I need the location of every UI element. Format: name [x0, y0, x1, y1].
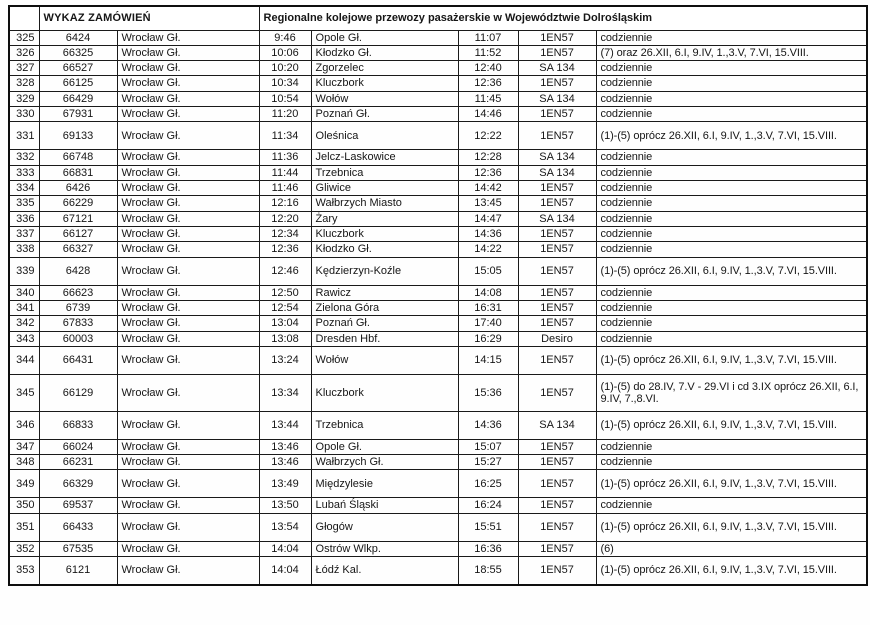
- cell-departure: 9:46: [259, 30, 311, 45]
- cell-operating_days: codziennie: [596, 211, 867, 226]
- cell-train_type: SA 134: [518, 61, 596, 76]
- cell-destination: Wołów: [311, 91, 458, 106]
- cell-operating_days: codziennie: [596, 91, 867, 106]
- cell-train_type: 1EN57: [518, 107, 596, 122]
- cell-no: 346: [9, 411, 39, 439]
- cell-train_number: 69537: [39, 498, 117, 513]
- table-body: [9, 30, 867, 585]
- cell-train_number: 6121: [39, 557, 117, 585]
- table-row: [9, 91, 867, 106]
- cell-train_type: Desiro: [518, 331, 596, 346]
- table-row: [9, 107, 867, 122]
- cell-departure: 12:16: [259, 196, 311, 211]
- cell-train_type: 1EN57: [518, 122, 596, 150]
- cell-origin: Wrocław Gł.: [117, 498, 259, 513]
- table-row: [9, 196, 867, 211]
- cell-operating_days: codziennie: [596, 181, 867, 196]
- cell-arrival: 12:28: [458, 150, 518, 165]
- cell-train_number: 66229: [39, 196, 117, 211]
- table-row: [9, 226, 867, 241]
- cell-origin: Wrocław Gł.: [117, 331, 259, 346]
- cell-origin: Wrocław Gł.: [117, 45, 259, 60]
- cell-train_number: 66327: [39, 242, 117, 257]
- table-row: [9, 513, 867, 541]
- cell-train_type: SA 134: [518, 165, 596, 180]
- cell-departure: 14:04: [259, 541, 311, 556]
- cell-train_number: 66024: [39, 439, 117, 454]
- cell-no: 331: [9, 122, 39, 150]
- cell-origin: Wrocław Gł.: [117, 226, 259, 241]
- cell-train_type: 1EN57: [518, 439, 596, 454]
- table-row: [9, 455, 867, 470]
- cell-operating_days: (1)-(5) do 28.IV, 7.V - 29.VI i cd 3.IX oprócz 26.XII, 6.I, 9.IV, 7.,8.VI.: [596, 374, 867, 411]
- cell-departure: 10:20: [259, 61, 311, 76]
- cell-arrival: 15:51: [458, 513, 518, 541]
- cell-departure: 12:46: [259, 257, 311, 285]
- page-title: Regionalne kolejowe przewozy pasażerskie w Województwie Dolrośląskim: [259, 6, 867, 30]
- cell-destination: Kłodzko Gł.: [311, 45, 458, 60]
- table-row: [9, 257, 867, 285]
- cell-train_type: 1EN57: [518, 541, 596, 556]
- cell-train_number: 66429: [39, 91, 117, 106]
- cell-departure: 10:34: [259, 76, 311, 91]
- table-row: [9, 150, 867, 165]
- cell-operating_days: codziennie: [596, 30, 867, 45]
- table-row: [9, 300, 867, 315]
- cell-destination: Łódź Kal.: [311, 557, 458, 585]
- cell-train_type: 1EN57: [518, 557, 596, 585]
- cell-arrival: 13:45: [458, 196, 518, 211]
- cell-no: 350: [9, 498, 39, 513]
- cell-destination: Dresden Hbf.: [311, 331, 458, 346]
- cell-operating_days: (1)-(5) oprócz 26.XII, 6.I, 9.IV, 1.,3.V, 7.VI, 15.VIII.: [596, 257, 867, 285]
- cell-destination: Żary: [311, 211, 458, 226]
- cell-arrival: 15:36: [458, 374, 518, 411]
- cell-arrival: 16:24: [458, 498, 518, 513]
- cell-no: 347: [9, 439, 39, 454]
- table-row: [9, 541, 867, 556]
- cell-destination: Zgorzelec: [311, 61, 458, 76]
- cell-destination: Opole Gł.: [311, 30, 458, 45]
- cell-arrival: 12:36: [458, 76, 518, 91]
- cell-no: 327: [9, 61, 39, 76]
- cell-departure: 10:54: [259, 91, 311, 106]
- cell-operating_days: codziennie: [596, 331, 867, 346]
- cell-train_number: 6424: [39, 30, 117, 45]
- cell-departure: 12:34: [259, 226, 311, 241]
- cell-train_type: 1EN57: [518, 300, 596, 315]
- cell-destination: Wałbrzych Gł.: [311, 455, 458, 470]
- cell-destination: Lubań Śląski: [311, 498, 458, 513]
- cell-origin: Wrocław Gł.: [117, 107, 259, 122]
- cell-no: 330: [9, 107, 39, 122]
- table-row: [9, 76, 867, 91]
- cell-departure: 11:34: [259, 122, 311, 150]
- cell-operating_days: (1)-(5) oprócz 26.XII, 6.I, 9.IV, 1.,3.V, 7.VI, 15.VIII.: [596, 470, 867, 498]
- cell-train_type: 1EN57: [518, 374, 596, 411]
- cell-destination: Międzylesie: [311, 470, 458, 498]
- cell-operating_days: codziennie: [596, 439, 867, 454]
- cell-train_number: 69133: [39, 122, 117, 150]
- table-row: [9, 331, 867, 346]
- cell-arrival: 14:42: [458, 181, 518, 196]
- table-row: [9, 374, 867, 411]
- cell-no: 332: [9, 150, 39, 165]
- cell-train_type: 1EN57: [518, 316, 596, 331]
- cell-train_type: 1EN57: [518, 346, 596, 374]
- cell-origin: Wrocław Gł.: [117, 470, 259, 498]
- cell-no: 334: [9, 181, 39, 196]
- cell-operating_days: (6): [596, 541, 867, 556]
- cell-arrival: 14:15: [458, 346, 518, 374]
- table-row: [9, 470, 867, 498]
- cell-arrival: 14:36: [458, 226, 518, 241]
- cell-origin: Wrocław Gł.: [117, 211, 259, 226]
- cell-arrival: 12:40: [458, 61, 518, 76]
- cell-arrival: 11:52: [458, 45, 518, 60]
- cell-arrival: 11:07: [458, 30, 518, 45]
- cell-train_type: 1EN57: [518, 470, 596, 498]
- cell-origin: Wrocław Gł.: [117, 346, 259, 374]
- cell-operating_days: codziennie: [596, 150, 867, 165]
- cell-operating_days: codziennie: [596, 196, 867, 211]
- cell-operating_days: (1)-(5) oprócz 26.XII, 6.I, 9.IV, 1.,3.V, 7.VI, 15.VIII.: [596, 513, 867, 541]
- cell-departure: 11:46: [259, 181, 311, 196]
- cell-no: 329: [9, 91, 39, 106]
- cell-train_number: 66831: [39, 165, 117, 180]
- cell-destination: Kłodzko Gł.: [311, 242, 458, 257]
- cell-train_number: 66833: [39, 411, 117, 439]
- cell-origin: Wrocław Gł.: [117, 513, 259, 541]
- cell-train_type: 1EN57: [518, 226, 596, 241]
- cell-no: 326: [9, 45, 39, 60]
- cell-operating_days: codziennie: [596, 165, 867, 180]
- cell-origin: Wrocław Gł.: [117, 300, 259, 315]
- cell-origin: Wrocław Gł.: [117, 557, 259, 585]
- cell-departure: 13:46: [259, 439, 311, 454]
- cell-destination: Poznań Gł.: [311, 107, 458, 122]
- cell-operating_days: (1)-(5) oprócz 26.XII, 6.I, 9.IV, 1.,3.V, 7.VI, 15.VIII.: [596, 346, 867, 374]
- cell-operating_days: (7) oraz 26.XII, 6.I, 9.IV, 1.,3.V, 7.VI, 15.VIII.: [596, 45, 867, 60]
- cell-origin: Wrocław Gł.: [117, 165, 259, 180]
- cell-train_type: SA 134: [518, 150, 596, 165]
- cell-arrival: 15:05: [458, 257, 518, 285]
- cell-operating_days: codziennie: [596, 226, 867, 241]
- cell-train_number: 67931: [39, 107, 117, 122]
- table-row: [9, 122, 867, 150]
- cell-departure: 13:34: [259, 374, 311, 411]
- cell-operating_days: codziennie: [596, 455, 867, 470]
- cell-destination: Poznań Gł.: [311, 316, 458, 331]
- cell-train_type: 1EN57: [518, 257, 596, 285]
- cell-destination: Trzebnica: [311, 165, 458, 180]
- cell-operating_days: (1)-(5) oprócz 26.XII, 6.I, 9.IV, 1.,3.V, 7.VI, 15.VIII.: [596, 557, 867, 585]
- cell-destination: Opole Gł.: [311, 439, 458, 454]
- cell-no: 338: [9, 242, 39, 257]
- cell-arrival: 16:31: [458, 300, 518, 315]
- cell-arrival: 15:27: [458, 455, 518, 470]
- order-list-title: WYKAZ ZAMÓWIEŃ: [39, 6, 259, 30]
- cell-origin: Wrocław Gł.: [117, 30, 259, 45]
- cell-operating_days: codziennie: [596, 316, 867, 331]
- cell-destination: Kluczbork: [311, 226, 458, 241]
- cell-departure: 13:50: [259, 498, 311, 513]
- table-row: [9, 30, 867, 45]
- cell-departure: 13:46: [259, 455, 311, 470]
- cell-train_number: 66748: [39, 150, 117, 165]
- cell-no: 353: [9, 557, 39, 585]
- table-row: [9, 346, 867, 374]
- cell-destination: Kędzierzyn-Koźle: [311, 257, 458, 285]
- cell-train_number: 66127: [39, 226, 117, 241]
- cell-destination: Wołów: [311, 346, 458, 374]
- cell-origin: Wrocław Gł.: [117, 150, 259, 165]
- cell-arrival: 16:29: [458, 331, 518, 346]
- cell-destination: Jelcz-Laskowice: [311, 150, 458, 165]
- table-row: [9, 165, 867, 180]
- cell-no: 343: [9, 331, 39, 346]
- cell-departure: 12:20: [259, 211, 311, 226]
- cell-origin: Wrocław Gł.: [117, 374, 259, 411]
- cell-operating_days: codziennie: [596, 61, 867, 76]
- cell-train_type: 1EN57: [518, 498, 596, 513]
- cell-arrival: 16:36: [458, 541, 518, 556]
- cell-arrival: 15:07: [458, 439, 518, 454]
- cell-arrival: 16:25: [458, 470, 518, 498]
- cell-origin: Wrocław Gł.: [117, 316, 259, 331]
- table-row: [9, 557, 867, 585]
- cell-departure: 13:49: [259, 470, 311, 498]
- table-row: [9, 285, 867, 300]
- cell-operating_days: codziennie: [596, 242, 867, 257]
- cell-origin: Wrocław Gł.: [117, 122, 259, 150]
- cell-no: 342: [9, 316, 39, 331]
- cell-train_number: 6426: [39, 181, 117, 196]
- cell-train_number: 66527: [39, 61, 117, 76]
- cell-departure: 12:50: [259, 285, 311, 300]
- cell-no: 341: [9, 300, 39, 315]
- cell-no: 344: [9, 346, 39, 374]
- cell-origin: Wrocław Gł.: [117, 455, 259, 470]
- cell-arrival: 14:46: [458, 107, 518, 122]
- cell-operating_days: codziennie: [596, 498, 867, 513]
- cell-operating_days: codziennie: [596, 285, 867, 300]
- cell-no: 345: [9, 374, 39, 411]
- cell-arrival: 14:36: [458, 411, 518, 439]
- cell-arrival: 11:45: [458, 91, 518, 106]
- cell-train_number: 66125: [39, 76, 117, 91]
- cell-train_type: SA 134: [518, 211, 596, 226]
- cell-train_number: 66231: [39, 455, 117, 470]
- cell-train_number: 66325: [39, 45, 117, 60]
- cell-departure: 13:54: [259, 513, 311, 541]
- cell-departure: 13:08: [259, 331, 311, 346]
- cell-destination: Zielona Góra: [311, 300, 458, 315]
- cell-train_number: 66329: [39, 470, 117, 498]
- cell-origin: Wrocław Gł.: [117, 541, 259, 556]
- cell-arrival: 14:47: [458, 211, 518, 226]
- cell-arrival: 14:22: [458, 242, 518, 257]
- cell-train_type: 1EN57: [518, 30, 596, 45]
- cell-train_type: 1EN57: [518, 76, 596, 91]
- cell-origin: Wrocław Gł.: [117, 181, 259, 196]
- cell-origin: Wrocław Gł.: [117, 61, 259, 76]
- cell-train_number: 66431: [39, 346, 117, 374]
- cell-origin: Wrocław Gł.: [117, 91, 259, 106]
- cell-no: 348: [9, 455, 39, 470]
- cell-departure: 13:44: [259, 411, 311, 439]
- cell-no: 336: [9, 211, 39, 226]
- cell-train_type: 1EN57: [518, 196, 596, 211]
- cell-train_number: 66433: [39, 513, 117, 541]
- cell-departure: 11:20: [259, 107, 311, 122]
- cell-operating_days: (1)-(5) oprócz 26.XII, 6.I, 9.IV, 1.,3.V, 7.VI, 15.VIII.: [596, 122, 867, 150]
- cell-departure: 12:54: [259, 300, 311, 315]
- table-header-row: [9, 6, 867, 30]
- cell-destination: Oleśnica: [311, 122, 458, 150]
- cell-train_type: SA 134: [518, 411, 596, 439]
- cell-operating_days: codziennie: [596, 300, 867, 315]
- cell-departure: 10:06: [259, 45, 311, 60]
- cell-train_number: 67121: [39, 211, 117, 226]
- table-row: [9, 498, 867, 513]
- cell-no: 339: [9, 257, 39, 285]
- cell-train_type: 1EN57: [518, 242, 596, 257]
- cell-departure: 12:36: [259, 242, 311, 257]
- cell-destination: Ostrów Wlkp.: [311, 541, 458, 556]
- table-row: [9, 439, 867, 454]
- cell-operating_days: codziennie: [596, 76, 867, 91]
- cell-no: 335: [9, 196, 39, 211]
- cell-train_number: 67833: [39, 316, 117, 331]
- cell-train_number: 66129: [39, 374, 117, 411]
- table-row: [9, 45, 867, 60]
- cell-destination: Głogów: [311, 513, 458, 541]
- cell-no: 340: [9, 285, 39, 300]
- cell-origin: Wrocław Gł.: [117, 285, 259, 300]
- cell-train_type: 1EN57: [518, 181, 596, 196]
- cell-origin: Wrocław Gł.: [117, 439, 259, 454]
- cell-destination: Gliwice: [311, 181, 458, 196]
- cell-no: 333: [9, 165, 39, 180]
- cell-origin: Wrocław Gł.: [117, 257, 259, 285]
- cell-train_number: 66623: [39, 285, 117, 300]
- table-row: [9, 181, 867, 196]
- cell-origin: Wrocław Gł.: [117, 242, 259, 257]
- table-row: [9, 411, 867, 439]
- header-corner-cell: [9, 6, 39, 30]
- cell-no: 351: [9, 513, 39, 541]
- cell-arrival: 17:40: [458, 316, 518, 331]
- cell-train_type: 1EN57: [518, 455, 596, 470]
- cell-origin: Wrocław Gł.: [117, 76, 259, 91]
- cell-train_number: 6428: [39, 257, 117, 285]
- cell-no: 328: [9, 76, 39, 91]
- cell-departure: 13:24: [259, 346, 311, 374]
- cell-destination: Wałbrzych Miasto: [311, 196, 458, 211]
- cell-train_number: 60003: [39, 331, 117, 346]
- cell-destination: Rawicz: [311, 285, 458, 300]
- train-order-table: [8, 5, 868, 586]
- cell-train_type: 1EN57: [518, 513, 596, 541]
- table-row: [9, 242, 867, 257]
- cell-no: 352: [9, 541, 39, 556]
- cell-destination: Kluczbork: [311, 374, 458, 411]
- cell-operating_days: codziennie: [596, 107, 867, 122]
- cell-train_number: 67535: [39, 541, 117, 556]
- cell-arrival: 12:22: [458, 122, 518, 150]
- table-row: [9, 61, 867, 76]
- cell-arrival: 14:08: [458, 285, 518, 300]
- cell-operating_days: (1)-(5) oprócz 26.XII, 6.I, 9.IV, 1.,3.V, 7.VI, 15.VIII.: [596, 411, 867, 439]
- cell-departure: 13:04: [259, 316, 311, 331]
- cell-train_type: 1EN57: [518, 45, 596, 60]
- cell-origin: Wrocław Gł.: [117, 196, 259, 211]
- cell-arrival: 18:55: [458, 557, 518, 585]
- cell-origin: Wrocław Gł.: [117, 411, 259, 439]
- cell-train_type: SA 134: [518, 91, 596, 106]
- table-row: [9, 211, 867, 226]
- cell-departure: 11:36: [259, 150, 311, 165]
- cell-departure: 14:04: [259, 557, 311, 585]
- cell-destination: Kluczbork: [311, 76, 458, 91]
- cell-train_type: 1EN57: [518, 285, 596, 300]
- cell-train_number: 6739: [39, 300, 117, 315]
- cell-no: 337: [9, 226, 39, 241]
- cell-no: 325: [9, 30, 39, 45]
- cell-no: 349: [9, 470, 39, 498]
- cell-departure: 11:44: [259, 165, 311, 180]
- table-row: [9, 316, 867, 331]
- cell-destination: Trzebnica: [311, 411, 458, 439]
- cell-arrival: 12:36: [458, 165, 518, 180]
